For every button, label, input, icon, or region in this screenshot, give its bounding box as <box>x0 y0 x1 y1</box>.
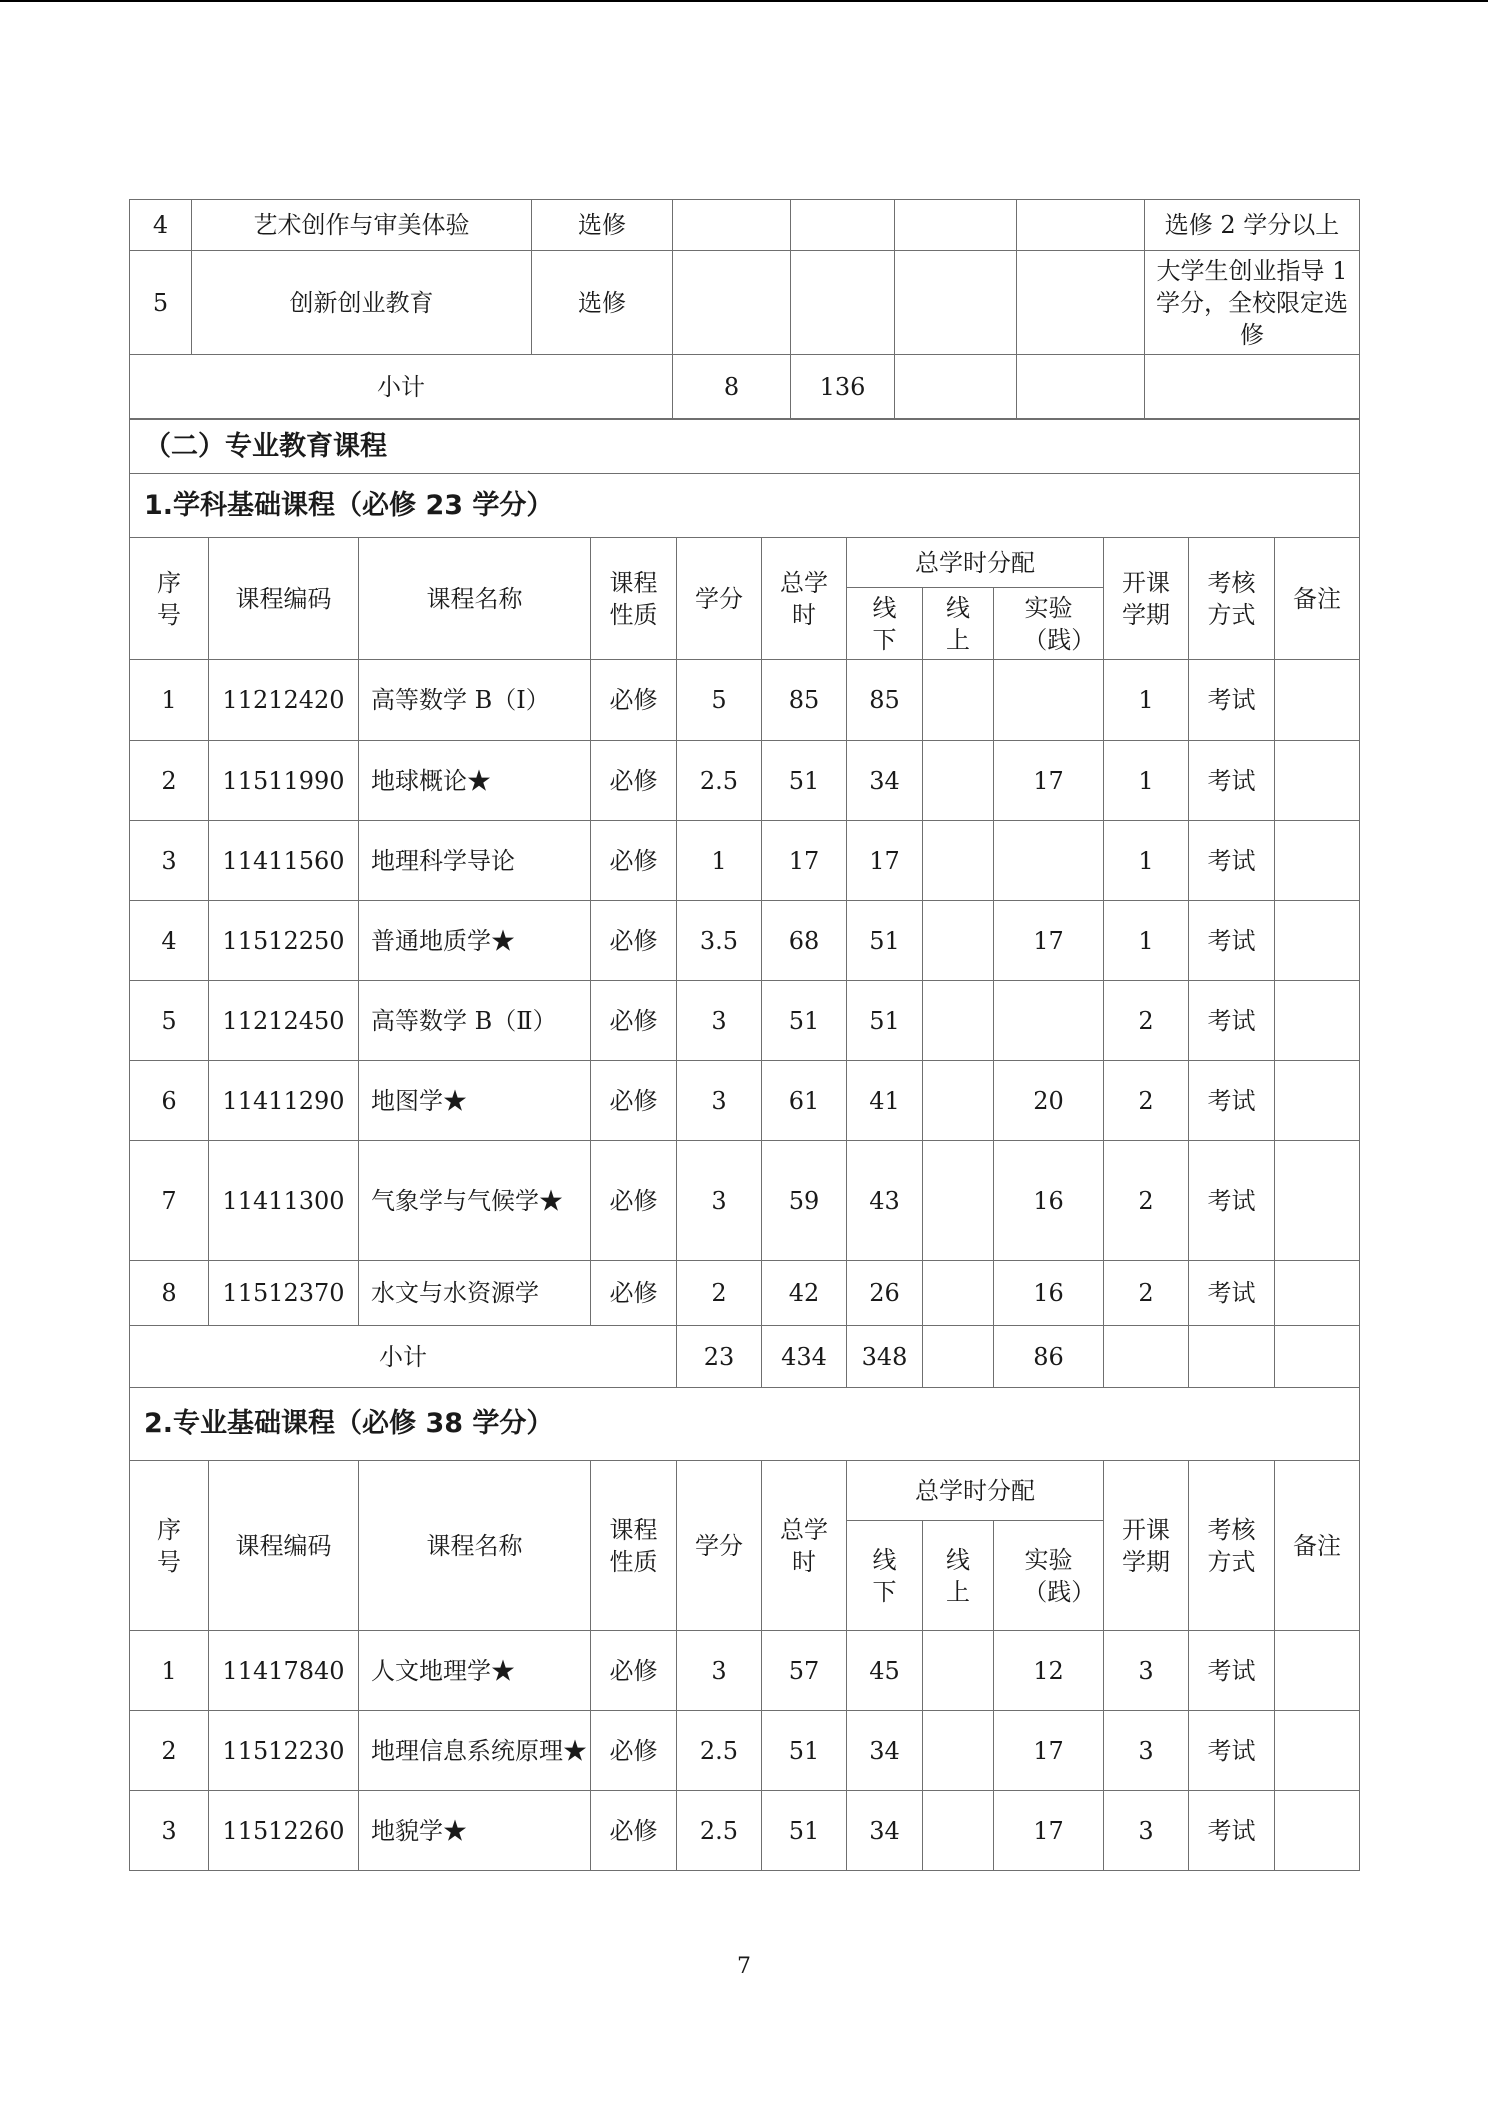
header-type: 课程性质 <box>591 538 677 660</box>
row-seq: 5 <box>130 981 209 1061</box>
subtotal-lab: 86 <box>994 1326 1104 1388</box>
course-type: 必修 <box>591 901 677 981</box>
header-offline: 线下 <box>847 588 923 660</box>
subtotal-hours: 136 <box>791 355 895 419</box>
course-name: 地球概论★ <box>359 741 591 821</box>
course-code: 11212420 <box>209 660 359 741</box>
row-seq: 8 <box>130 1261 209 1326</box>
lab-hours <box>994 821 1104 901</box>
offline-hours: 45 <box>847 1631 923 1711</box>
total-hours: 57 <box>762 1631 847 1711</box>
exam-method: 考试 <box>1189 1141 1275 1261</box>
online-hours <box>923 821 994 901</box>
table-row <box>130 251 1360 355</box>
online-hours <box>923 1631 994 1711</box>
exam-method: 考试 <box>1189 1711 1275 1791</box>
row-seq: 6 <box>130 1061 209 1141</box>
lab-hours: 17 <box>994 1711 1104 1791</box>
row-seq: 1 <box>130 660 209 741</box>
course-name: 艺术创作与审美体验 <box>192 200 532 251</box>
header-code: 课程编码 <box>209 1461 359 1631</box>
empty-cell <box>1017 200 1145 251</box>
note <box>1275 741 1360 821</box>
total-hours: 85 <box>762 660 847 741</box>
online-hours <box>923 1061 994 1141</box>
note <box>1275 1261 1360 1326</box>
offline-hours: 26 <box>847 1261 923 1326</box>
credits: 3 <box>677 1141 762 1261</box>
course-type: 必修 <box>591 660 677 741</box>
total-hours: 51 <box>762 1711 847 1791</box>
course-type: 必修 <box>591 981 677 1061</box>
course-type: 必修 <box>591 1141 677 1261</box>
table-row <box>130 741 1360 821</box>
offline-hours: 41 <box>847 1061 923 1141</box>
lab-hours: 16 <box>994 1141 1104 1261</box>
table-row <box>130 1261 1360 1326</box>
row-seq: 4 <box>130 901 209 981</box>
header-exam: 考核方式 <box>1189 538 1275 660</box>
total-hours: 51 <box>762 1791 847 1871</box>
course-name: 地貌学★ <box>359 1791 591 1871</box>
exam-method: 考试 <box>1189 1061 1275 1141</box>
exam-method: 考试 <box>1189 1261 1275 1326</box>
subtotal-label: 小计 <box>130 355 673 419</box>
row-number: 4 <box>130 200 192 251</box>
header-online: 线上 <box>923 1521 994 1631</box>
course-name: 气象学与气候学★ <box>359 1141 591 1261</box>
total-hours: 68 <box>762 901 847 981</box>
total-hours: 17 <box>762 821 847 901</box>
credits: 1 <box>677 821 762 901</box>
credits: 2.5 <box>677 1791 762 1871</box>
hours <box>791 251 895 355</box>
subject-foundation-table <box>129 419 1360 1871</box>
empty-cell <box>1189 1326 1275 1388</box>
note <box>1275 1791 1360 1871</box>
online-hours <box>923 1261 994 1326</box>
credits: 3 <box>677 1061 762 1141</box>
term: 1 <box>1104 741 1189 821</box>
section-heading-text: （二）专业教育课程 <box>130 420 1360 474</box>
note <box>1275 1141 1360 1261</box>
page-top-border <box>0 0 1488 2</box>
empty-cell <box>895 200 1017 251</box>
subtotal-row <box>130 355 1360 419</box>
header-credits: 学分 <box>677 1461 762 1631</box>
header-type: 课程性质 <box>591 1461 677 1631</box>
credits: 2.5 <box>677 741 762 821</box>
lab-hours: 17 <box>994 741 1104 821</box>
header-seq: 序号 <box>130 1461 209 1631</box>
credits <box>673 200 791 251</box>
term: 3 <box>1104 1631 1189 1711</box>
exam-method: 考试 <box>1189 741 1275 821</box>
header-distribution: 总学时分配 <box>847 1461 1104 1521</box>
table-row <box>130 1711 1360 1791</box>
course-code: 11417840 <box>209 1631 359 1711</box>
table-row <box>130 1061 1360 1141</box>
offline-hours: 43 <box>847 1141 923 1261</box>
course-type: 必修 <box>591 1711 677 1791</box>
table-row <box>130 200 1360 251</box>
table-row <box>130 1141 1360 1261</box>
offline-hours: 17 <box>847 821 923 901</box>
course-code: 11512250 <box>209 901 359 981</box>
course-type: 必修 <box>591 821 677 901</box>
course-name: 地图学★ <box>359 1061 591 1141</box>
row-seq: 2 <box>130 1711 209 1791</box>
header-distribution: 总学时分配 <box>847 538 1104 588</box>
total-hours: 42 <box>762 1261 847 1326</box>
header-hours: 总学时 <box>762 538 847 660</box>
lab-hours: 12 <box>994 1631 1104 1711</box>
header-note: 备注 <box>1275 538 1360 660</box>
lab-hours: 17 <box>994 1791 1104 1871</box>
note <box>1275 1711 1360 1791</box>
course-name: 高等数学 B（Ⅱ） <box>359 981 591 1061</box>
term: 2 <box>1104 1061 1189 1141</box>
header-lab: 实验（践） <box>994 588 1104 660</box>
note <box>1275 1631 1360 1711</box>
header-row <box>130 538 1360 588</box>
course-code: 11511990 <box>209 741 359 821</box>
subtotal-credits: 23 <box>677 1326 762 1388</box>
total-hours: 59 <box>762 1141 847 1261</box>
empty-cell <box>1275 1326 1360 1388</box>
online-hours <box>923 1711 994 1791</box>
row-seq: 1 <box>130 1631 209 1711</box>
course-code: 11411560 <box>209 821 359 901</box>
course-code: 11212450 <box>209 981 359 1061</box>
table2-heading <box>130 1388 1360 1461</box>
header-seq: 序号 <box>130 538 209 660</box>
empty-cell <box>1017 355 1145 419</box>
subtotal-credits: 8 <box>673 355 791 419</box>
subtotal-offline: 348 <box>847 1326 923 1388</box>
empty-cell <box>895 355 1017 419</box>
course-type: 必修 <box>591 1061 677 1141</box>
header-lab: 实验（践） <box>994 1521 1104 1631</box>
header-offline: 线下 <box>847 1521 923 1631</box>
note: 大学生创业指导 1 学分，全校限定选修 <box>1145 251 1360 355</box>
course-code: 11411300 <box>209 1141 359 1261</box>
credits: 3 <box>677 981 762 1061</box>
term: 3 <box>1104 1711 1189 1791</box>
course-type: 必修 <box>591 741 677 821</box>
exam-method: 考试 <box>1189 1791 1275 1871</box>
course-code: 11512260 <box>209 1791 359 1871</box>
table1-heading-text: 1.学科基础课程（必修 23 学分） <box>130 474 1360 538</box>
header-term: 开课学期 <box>1104 538 1189 660</box>
course-type: 必修 <box>591 1791 677 1871</box>
online-hours <box>923 1791 994 1871</box>
credits: 2.5 <box>677 1711 762 1791</box>
course-name: 水文与水资源学 <box>359 1261 591 1326</box>
offline-hours: 51 <box>847 901 923 981</box>
offline-hours: 51 <box>847 981 923 1061</box>
row-seq: 3 <box>130 821 209 901</box>
header-term: 开课学期 <box>1104 1461 1189 1631</box>
row-number: 5 <box>130 251 192 355</box>
course-name: 创新创业教育 <box>192 251 532 355</box>
credits: 2 <box>677 1261 762 1326</box>
table-row <box>130 901 1360 981</box>
credits: 3.5 <box>677 901 762 981</box>
general-education-table-continued <box>129 199 1360 419</box>
table-row <box>130 821 1360 901</box>
course-type: 必修 <box>591 1631 677 1711</box>
term: 1 <box>1104 901 1189 981</box>
table-row <box>130 1791 1360 1871</box>
online-hours <box>923 660 994 741</box>
course-type: 选修 <box>532 251 673 355</box>
total-hours: 61 <box>762 1061 847 1141</box>
offline-hours: 34 <box>847 1791 923 1871</box>
total-hours: 51 <box>762 741 847 821</box>
term: 2 <box>1104 1261 1189 1326</box>
lab-hours <box>994 660 1104 741</box>
lab-hours: 20 <box>994 1061 1104 1141</box>
header-name: 课程名称 <box>359 1461 591 1631</box>
header-online: 线上 <box>923 588 994 660</box>
term: 2 <box>1104 1141 1189 1261</box>
note: 选修 2 学分以上 <box>1145 200 1360 251</box>
course-name: 高等数学 B（Ⅰ） <box>359 660 591 741</box>
course-name: 地理科学导论 <box>359 821 591 901</box>
course-code: 11512370 <box>209 1261 359 1326</box>
lab-hours: 16 <box>994 1261 1104 1326</box>
exam-method: 考试 <box>1189 660 1275 741</box>
page-number: 7 <box>737 1954 751 1979</box>
header-row <box>130 1461 1360 1521</box>
header-credits: 学分 <box>677 538 762 660</box>
credits: 5 <box>677 660 762 741</box>
course-name: 人文地理学★ <box>359 1631 591 1711</box>
table-row <box>130 660 1360 741</box>
note <box>1275 981 1360 1061</box>
term: 1 <box>1104 660 1189 741</box>
header-exam: 考核方式 <box>1189 1461 1275 1631</box>
offline-hours: 85 <box>847 660 923 741</box>
credits <box>673 251 791 355</box>
header-note: 备注 <box>1275 1461 1360 1631</box>
online-hours <box>923 901 994 981</box>
course-type: 必修 <box>591 1261 677 1326</box>
table1-heading <box>130 474 1360 538</box>
table2-heading-text: 2.专业基础课程（必修 38 学分） <box>130 1388 1360 1461</box>
offline-hours: 34 <box>847 741 923 821</box>
term: 3 <box>1104 1791 1189 1871</box>
subtotal-hours: 434 <box>762 1326 847 1388</box>
empty-cell <box>1104 1326 1189 1388</box>
note <box>1275 821 1360 901</box>
table-row <box>130 1631 1360 1711</box>
exam-method: 考试 <box>1189 821 1275 901</box>
row-seq: 7 <box>130 1141 209 1261</box>
empty-cell <box>1017 251 1145 355</box>
lab-hours <box>994 981 1104 1061</box>
header-name: 课程名称 <box>359 538 591 660</box>
exam-method: 考试 <box>1189 901 1275 981</box>
empty-cell <box>1145 355 1360 419</box>
term: 1 <box>1104 821 1189 901</box>
row-seq: 2 <box>130 741 209 821</box>
course-name: 地理信息系统原理★ <box>359 1711 591 1791</box>
header-code: 课程编码 <box>209 538 359 660</box>
hours <box>791 200 895 251</box>
section-heading <box>130 420 1360 474</box>
credits: 3 <box>677 1631 762 1711</box>
course-type: 选修 <box>532 200 673 251</box>
note <box>1275 901 1360 981</box>
online-hours <box>923 741 994 821</box>
online-hours <box>923 981 994 1061</box>
offline-hours: 34 <box>847 1711 923 1791</box>
course-code: 11411290 <box>209 1061 359 1141</box>
header-hours: 总学时 <box>762 1461 847 1631</box>
row-seq: 3 <box>130 1791 209 1871</box>
course-code: 11512230 <box>209 1711 359 1791</box>
empty-cell <box>895 251 1017 355</box>
table-row <box>130 981 1360 1061</box>
course-name: 普通地质学★ <box>359 901 591 981</box>
term: 2 <box>1104 981 1189 1061</box>
online-hours <box>923 1141 994 1261</box>
note <box>1275 660 1360 741</box>
lab-hours: 17 <box>994 901 1104 981</box>
note <box>1275 1061 1360 1141</box>
subtotal-online <box>923 1326 994 1388</box>
subtotal-label: 小计 <box>130 1326 677 1388</box>
subtotal-row <box>130 1326 1360 1388</box>
exam-method: 考试 <box>1189 1631 1275 1711</box>
total-hours: 51 <box>762 981 847 1061</box>
exam-method: 考试 <box>1189 981 1275 1061</box>
